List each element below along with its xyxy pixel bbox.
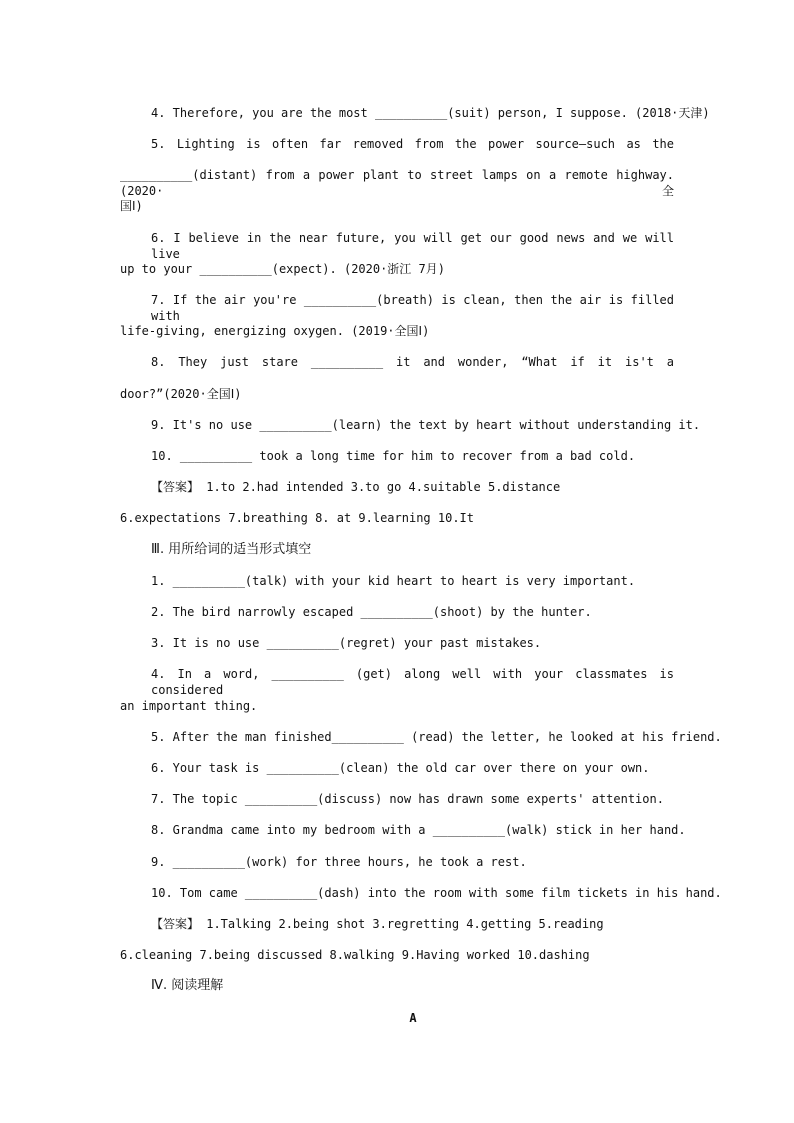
question-10: 10. __________ took a long time for him to recover from a bad cold.: [151, 449, 636, 463]
exercise-2: 2. The bird narrowly escaped __________(shoot) by the hunter.: [151, 605, 592, 619]
question-7-line-2: life-giving, energizing oxygen. (2019·全国Ⅰ): [120, 324, 430, 338]
question-4: 4. Therefore, you are the most __________(suit) person, I suppose. (2018·天津): [151, 106, 710, 120]
exercise-7: 7. The topic __________(discuss) now has drawn some experts' attention.: [151, 792, 664, 806]
exercise-4-line-1: 4. In a word, __________ (get) along well with your classmates is considered: [151, 667, 674, 697]
answer-key-iii-line-1: 【答案】 1.Talking 2.being shot 3.regretting 4.getting 5.reading: [151, 917, 604, 931]
exercise-6: 6. Your task is __________(clean) the old car over there on your own.: [151, 761, 650, 775]
exercise-3: 3. It is no use __________(regret) your past mistakes.: [151, 636, 542, 650]
exercise-8: 8. Grandma came into my bedroom with a __________(walk) stick in her hand.: [151, 823, 686, 837]
question-6-line-2: up to your __________(expect). (2020·浙江 7月): [120, 262, 445, 276]
exercise-1: 1. __________(talk) with your kid heart to heart is very important.: [151, 574, 636, 588]
exercise-4-line-2: an important thing.: [120, 699, 258, 713]
answer-key-line-2: 6.expectations 7.breathing 8. at 9.learning 10.It: [120, 511, 475, 525]
question-6-line-1: 6. I believe in the near future, you will get our good news and we will live: [151, 231, 674, 261]
exercise-5: 5. After the man finished__________ (read) the letter, he looked at his friend.: [151, 730, 722, 744]
answer-key-line-1: 【答案】 1.to 2.had intended 3.to go 4.suitable 5.distance: [151, 480, 561, 494]
question-5-line-2: __________(distant) from a power plant to street lamps on a remote highway. (2020·全: [120, 168, 674, 198]
question-9: 9. It's no use __________(learn) the text by heart without understanding it.: [151, 418, 701, 432]
question-8-line-1: 8. They just stare __________ it and wonder, “What if it is't a: [151, 355, 674, 369]
question-5-line-1: 5. Lighting is often far removed from the power source—such as the: [151, 137, 674, 151]
section-title-iv: Ⅳ. 阅读理解: [151, 978, 224, 993]
answer-key-iii-line-2: 6.cleaning 7.being discussed 8.walking 9.Having worked 10.dashing: [120, 948, 590, 962]
exercise-9: 9. __________(work) for three hours, he took a rest.: [151, 855, 527, 869]
question-5-line-3: 国Ⅰ): [120, 199, 143, 213]
section-title-iii: Ⅲ. 用所给词的适当形式填空: [151, 542, 312, 557]
exercise-10: 10. Tom came __________(dash) into the room with some film tickets in his hand.: [151, 886, 722, 900]
question-8-line-2: door?”(2020·全国Ⅰ): [120, 387, 242, 401]
question-7-line-1: 7. If the air you're __________(breath) is clean, then the air is filled with: [151, 293, 674, 323]
passage-label: A: [409, 1011, 417, 1025]
